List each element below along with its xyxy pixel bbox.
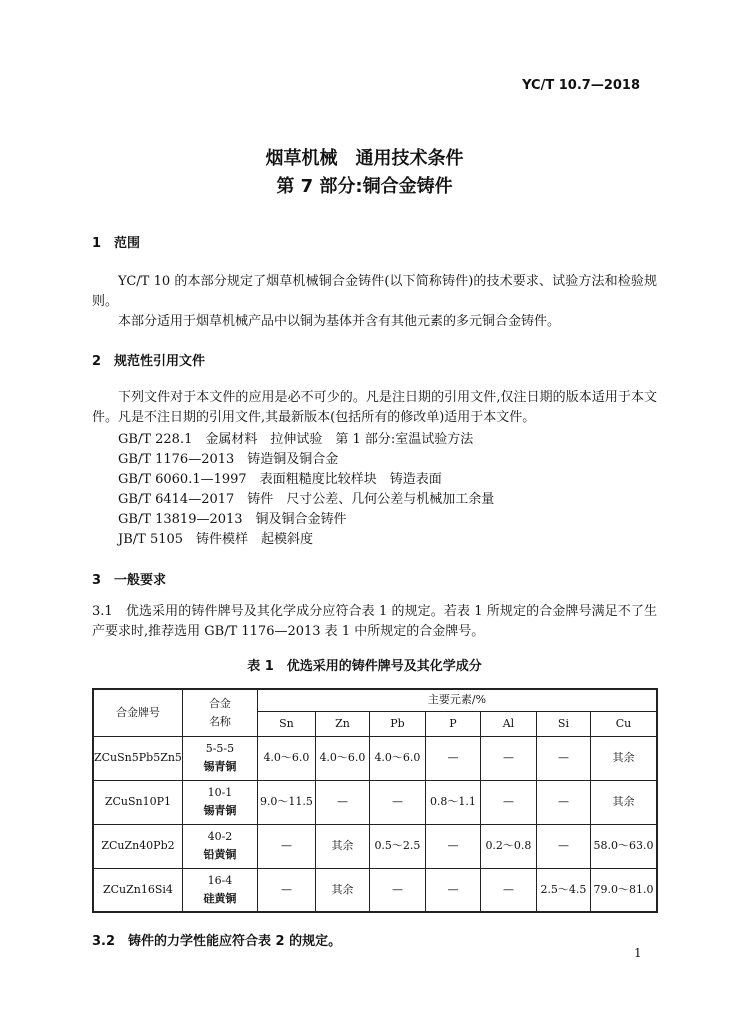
cell-element-value: — — [536, 824, 590, 868]
cell-code: 10-1 — [207, 786, 233, 799]
reference-item: GB/T 1176—2013 铸造铜及铜合金 — [118, 452, 339, 467]
document-code: YC/T 10.7—2018 — [522, 78, 640, 93]
cell-grade: ZCuZn16Si4 — [93, 868, 182, 912]
alloy-composition-table — [92, 688, 658, 913]
cell-element-value: — — [425, 736, 480, 780]
cell-name — [182, 780, 257, 824]
header-element: Pb — [369, 711, 425, 736]
section-2-heading: 2 规范性引用文件 — [92, 354, 206, 369]
cell-element-value: 4.0～6.0 — [315, 736, 369, 780]
cell-element-value: 2.5～4.5 — [536, 868, 590, 912]
cell-element-value: — — [536, 736, 590, 780]
cell-element-value: 其余 — [315, 824, 369, 868]
title-line-1: 烟草机械 通用技术条件 — [265, 148, 464, 169]
header-element: Zn — [315, 711, 369, 736]
cell-code: 40-2 — [207, 830, 233, 843]
cell-element-value: 其余 — [590, 780, 657, 824]
table-row — [93, 824, 657, 868]
cell-code: 5-5-5 — [205, 742, 235, 755]
header-grade: 合金牌号 — [93, 689, 182, 736]
reference-item: GB/T 6414—2017 铸件 尺寸公差、几何公差与机械加工余量 — [118, 492, 495, 507]
cell-element-value: 79.0～81.0 — [590, 868, 657, 912]
cell-element-value: — — [480, 736, 536, 780]
cell-grade: ZCuSn10P1 — [93, 780, 182, 824]
reference-item: GB/T 228.1 金属材料 拉伸试验 第 1 部分:室温试验方法 — [118, 432, 474, 447]
table-caption: 表 1 优选采用的铸件牌号及其化学成分 — [247, 659, 482, 674]
cell-alloy-name: 锡青铜 — [203, 760, 237, 773]
cell-element-value: 其余 — [590, 736, 657, 780]
cell-name — [182, 824, 257, 868]
header-name-line2: 名称 — [208, 714, 231, 728]
cell-element-value: — — [480, 780, 536, 824]
cell-alloy-name: 锡青铜 — [203, 804, 237, 817]
cell-element-value: 0.2～0.8 — [480, 824, 536, 868]
clause-3-2: 3.2 铸件的力学性能应符合表 2 的规定。 — [92, 934, 342, 949]
cell-element-value: — — [425, 868, 480, 912]
reference-item: GB/T 6060.1—1997 表面粗糙度比较样块 铸造表面 — [118, 472, 442, 487]
cell-alloy-name: 铅黄铜 — [203, 848, 237, 861]
cell-element-value: 58.0～63.0 — [590, 824, 657, 868]
header-element: Cu — [590, 711, 657, 736]
title-line-2: 第 7 部分:铜合金铸件 — [276, 176, 453, 197]
cell-element-value: 其余 — [315, 868, 369, 912]
cell-grade: ZCuSn5Pb5Zn5 — [93, 736, 182, 780]
section-1-heading: 1 范围 — [92, 236, 141, 251]
cell-name — [182, 736, 257, 780]
cell-element-value: — — [257, 868, 315, 912]
cell-element-value: — — [369, 780, 425, 824]
cell-element-value: 4.0～6.0 — [257, 736, 315, 780]
cell-element-value: 4.0～6.0 — [369, 736, 425, 780]
cell-element-value: — — [425, 824, 480, 868]
cell-element-value: — — [480, 868, 536, 912]
reference-item: GB/T 13819—2013 铜及铜合金铸件 — [118, 512, 347, 527]
cell-element-value: 9.0～11.5 — [257, 780, 315, 824]
clause-3-1: 3.1 优选采用的铸件牌号及其化学成分应符合表 1 的规定。若表 1 所规定的合金牌号满足不了生产要求时,推荐选用 GB/T 1176—2013 表 1 中所规定的合金牌号。 — [92, 604, 657, 639]
table-row — [93, 736, 657, 780]
table-row — [93, 868, 657, 912]
cell-element-value: — — [536, 780, 590, 824]
reference-item: JB/T 5105 铸件模样 起模斜度 — [118, 532, 314, 547]
page-number: 1 — [634, 946, 642, 960]
cell-element-value: — — [315, 780, 369, 824]
header-name — [182, 689, 257, 736]
header-element: P — [425, 711, 480, 736]
cell-code: 16-4 — [207, 873, 233, 887]
section-3-heading: 3 一般要求 — [92, 573, 167, 588]
cell-grade: ZCuZn40Pb2 — [93, 824, 182, 868]
section-1-para-2: 本部分适用于烟草机械产品中以铜为基体并含有其他元素的多元铜合金铸件。 — [118, 314, 561, 329]
header-name-line1: 合金 — [208, 696, 231, 710]
cell-element-value: 0.5～2.5 — [369, 824, 425, 868]
header-main-elements: 主要元素/% — [257, 689, 657, 711]
cell-element-value: — — [257, 824, 315, 868]
cell-element-value: 0.8～1.1 — [425, 780, 480, 824]
table-row — [93, 780, 657, 824]
section-1-para-1: YC/T 10 的本部分规定了烟草机械铜合金铸件(以下简称铸件)的技术要求、试验方法和检验规则。 — [92, 274, 657, 309]
header-element: Al — [480, 711, 536, 736]
section-2-intro: 下列文件对于本文件的应用是必不可少的。凡是注日期的引用文件,仅注日期的版本适用于本文件。凡是不注日期的引用文件,其最新版本(包括所有的修改单)适用于本文件。 — [92, 390, 657, 425]
cell-alloy-name: 硅黄铜 — [203, 891, 237, 905]
header-element: Si — [536, 711, 590, 736]
cell-element-value: — — [369, 868, 425, 912]
header-element: Sn — [257, 711, 315, 736]
cell-name — [182, 868, 257, 912]
